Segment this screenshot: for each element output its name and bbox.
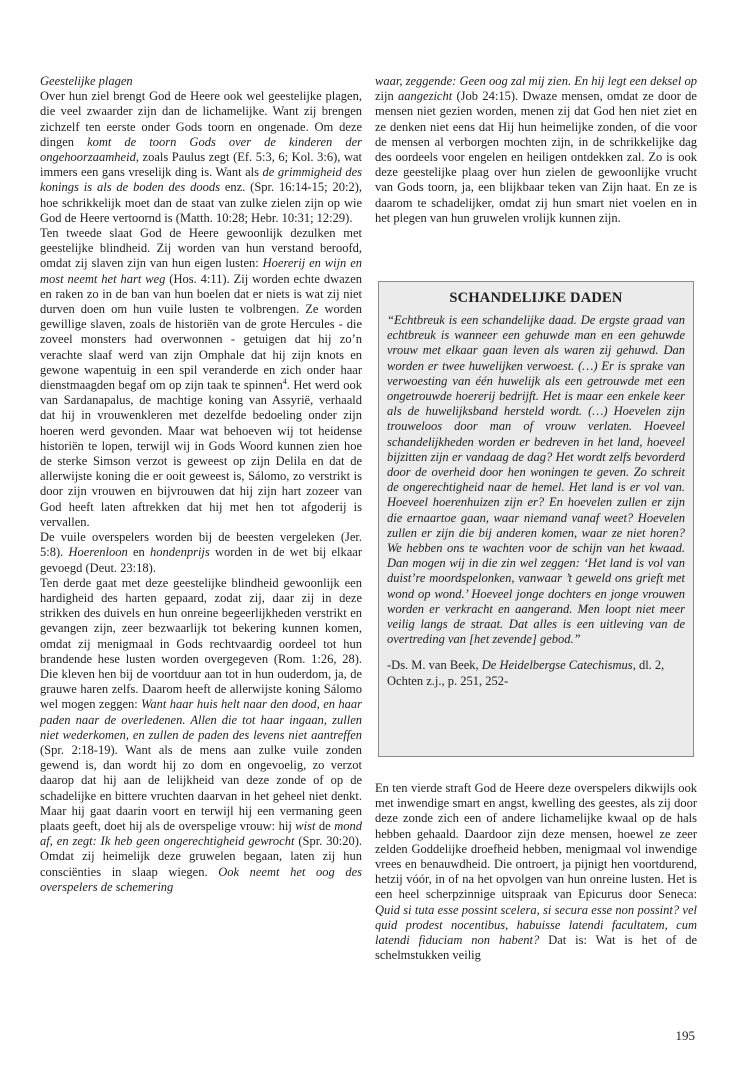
left-column (40, 74, 362, 895)
text-run: zijn (375, 89, 399, 104)
italic-run: Ook neemt het oog des overspelers de schemering (40, 864, 363, 894)
text-run: , (49, 834, 57, 849)
page-number: 195 (675, 1028, 695, 1043)
italic-run: mond af (40, 818, 362, 849)
source-title: De Heidelbergse Catechismus (481, 658, 633, 673)
italic-run: Hoererij en wijn en most neemt het hart weg (40, 256, 362, 286)
section-heading: Geestelijke plagen (40, 74, 133, 88)
footnote-ref: 4 (282, 376, 287, 386)
text-run: en (127, 545, 151, 560)
source-details: , dl. 2, Ochten z.j., p. 251, 252- (387, 658, 665, 688)
italic-run: Want haar huis helt naar den dood, en haar paden naar de overledenen. Allen die tot haar ingaan, zullen niet wederkomen, en zullen de paden des levens niet aantreffen (40, 697, 363, 742)
paragraph (40, 89, 362, 226)
text-run: (Hos. 4:11). Zij worden echte dwazen en raken zo in de ban van hun boelen dat er niets is wat zij niet durven doen om hun vuile lusten te volbrengen. Ze worden gewillige slaven, zoals de historiën van de grote Hercules - die zoveel monsters had overwonnen - getuigen dat hij zo’n verachte slaaf werd van zijn Omphale dat hij zijn knots en gewone wapentuig in een spil veranderde en zich onder haar dienstmaagden begaf om op zijn taak te spinnen (40, 271, 362, 393)
sidebar-box (378, 281, 694, 757)
italic-run: en zegt: Ik heb geen ongerechtigheid gewrocht (56, 834, 295, 849)
source-author: -Ds. M. van Beek, (387, 658, 482, 673)
text-run: Ten tweede slaat God de Heere gewoonlijk dezulken met geestelijke blindheid. Zij worden van hun verstand beroofd, omdat zij slaven zijn van hun eigen lusten: (40, 226, 362, 271)
paragraph (40, 226, 362, 530)
paragraph (375, 74, 697, 226)
text-run: de (315, 818, 335, 833)
text-run: (Spr. 30:20). Omdat zij heimelijk deze gruwelen begaan, laten zij hun consciënties in slaap wiegen. (40, 834, 362, 879)
paragraph (375, 781, 697, 963)
italic-run: waar, zeggende: Geen oog zal mij zien. En hij legt een deksel op (375, 74, 697, 88)
paragraph (40, 530, 362, 576)
italic-run: hondenprijs (150, 545, 210, 560)
italic-run: wist (295, 818, 316, 833)
box-title: SCHANDELIJKE DADEN (449, 290, 623, 306)
text-run: En ten vierde straft God de Heere deze overspelers dikwijls ook met inwendige smart en angst, kwelling des geestes, als zij door deze zonde zich een of andere lichamelijke kwaal op de hals hebben gehaald. Daardoor zijn deze mensen, hoewel ze zeer zelden Goddelijke droefheid hebben, menigmaal vol inwendige vrees en benauwdheid. Die ontroert, ja pijnigt hen voortdurend, hetzij vóór, in of na het opvolgen van hun onreine lusten. Het is een heel scherpzinnige uitspraak van Epicurus door Seneca: (375, 781, 697, 902)
right-column-top (375, 74, 697, 226)
text-run: enz. (Spr. 16:14-15; 20:2), hoe schrikkelijk moet dan de staat van zulke zielen zijn op wie God de Heere vertoornd is (Matth. 10:28; Hebr. 10:31; 12:29). (40, 180, 362, 225)
paragraph (40, 576, 362, 895)
italic-run: aangezicht (398, 89, 453, 104)
box-quote: “Echtbreuk is een schandelijke daad. De ergste graad van echtbreuk is wanneer een gehuwde man en een gehuwde vrouw met elkaar gaan leven als waren zij gehuwd. Dan worden er twee huwelijken verwoest. (…) Er is sprake van verwoesting van één huwelijk als een getrouwde met een ongetrouwde hoererij bedrijft. Het is maar een enkele keer als de huwelijksband hersteld wordt. (…) Hoevelen zijn trouweloos door man of vrouw verlaten. Hoeveel schandelijkheden worden er bedreven in het land, hoeveel bijzitten zijn er vandaag de dag? Het wordt zelfs bevorderd door de overheid door hen woningen te geven. Zo schreit de ongerechtigheid naar de hemel. Het land is er vol van. Hoeveel hoerenhuizen zijn er? En hoevelen zullen er zijn die ernaartoe gaan, waar niemand vanaf weet? Hoevelen zullen er zijn die bij anderen komen, waar ze niet horen? We hebben ons te wachten voor de schijn van het kwaad. Dan mogen wij in die zin wel zeggen: ‘Het land is vol van duist’re moordspelonken, vanwaar ’t geweld ons grieft met wond op wond.’ Hoeveel jonge dochters en jonge vrouwen worden er verkracht en aangerand. Men loopt niet meer veilig langs de straat. Dat alles is een uitleving van de overtreding van [het zevende] gebod.” (387, 313, 685, 647)
italic-run: Quid si tuta esse possint scelera, si secura esse non possint? vel quid prodest nocentibus, habuisse latendi facultatem, cum latendi fiduciam non habent? (375, 902, 697, 948)
text-run: De vuile overspelers worden bij de beesten vergeleken (Jer. 5:8). (40, 530, 362, 560)
box-source (387, 658, 685, 688)
text-run: (Spr. 2:18-19). Want als de mens aan zulke vuile zonden gewend is, dan wordt hij zo dom en ongevoelig, zo verzot daarop dat hij aan de lelijkheid van deze zonde of op de schadelijke en bittere vruchten daarvan in het geheel niet denkt. Maar hij gaat daarin voort en terwijl hij een vermaning geen plaats geeft, doet hij als de overspelige vrouw: hij (40, 742, 362, 833)
text-run: (Job 24:15). Dwaze mensen, omdat ze door de mensen niet gezien worden, menen zij dat God hen niet ziet en ze denken niet eens dat Hij hun heimelijke zonden, of die voor de mensen al verborgen mochten zijn, in de schrikkelijke dag des oordeels voor engelen en heiligen ontdekken zal. Zo is ook deze geestelijke plaag over hun zielen de gewoonlijke vrucht van Gods toorn, ja, een blijkbaar teken van Zijn haat. En ze is daarom te schadelijker, omdat zij hun smart niet voelen en in het plegen van hun gruwelen vrolijk kunnen zijn. (375, 89, 697, 225)
text-run: worden in de wet bij elkaar gevoegd (Deut. 23:18). (40, 545, 362, 575)
italic-run: de grimmigheid des konings is als de boden des doods (40, 165, 362, 195)
italic-run: komt de toorn Gods over de kinderen der ongehoorzaamheid (40, 134, 362, 165)
text-run: Ten derde gaat met deze geestelijke blindheid gewoonlijk een hardigheid des harten gepaard, zodat zij, daar zij in deze strikken des duivels en hun onreine begeerlijkheden verstrikt en gevangen zijn, zeer bezwaarlijk tot bekering kunnen komen, omdat zij menigmaal in Gods rechtvaardig oordeel tot hun brandende hese lusten worden overgegeven (Rom. 1:26, 28). Die kleven hen bij de voortduur aan tot in hun ouderdom, ja, de grauwe haren zelfs. Daarom heeft de allerwijste koning Sálomo wel mogen zeggen: (40, 575, 362, 712)
text-run: . Het werd ook van Sardanapalus, de machtige koning van Assyrië, verhaald dat hij in vrouwenkleren met dezelfde bedoeling onder zijn hoeren werd gevonden. Maar wat behoeven wij tot heidense historiën te lopen, terwijl wij in Gods Woord kunnen zien hoe de sterke Simson verzot is geweest op zijn Delila en dat de allerwijste koning die er ooit geweest is, Sálomo, zo verstrikt is door zijn vrouwen en bijvrouwen dat hij zijn hart zozeer van God heeft laten aftrekken dat hij met hen tot afgoderij is vervallen. (40, 378, 362, 529)
italic-run: Hoerenloon (68, 545, 128, 560)
right-column-bottom (375, 781, 697, 963)
text-run: Over hun ziel brengt God de Heere ook wel geestelijke plagen, die veel zwaarder zijn dan de lichamelijke. Want zij brengen zichzelf ten eerste onder Gods toorn en ongenade. Om deze dingen (40, 89, 362, 149)
text-run: , zoals Paulus zegt (Ef. 5:3, 6; Kol. 3:6), wat immers een gans vreselijk ding is. Want als (40, 150, 362, 180)
text-run: Dat is: Wat is het of de schelmstukken veilig (375, 933, 697, 963)
